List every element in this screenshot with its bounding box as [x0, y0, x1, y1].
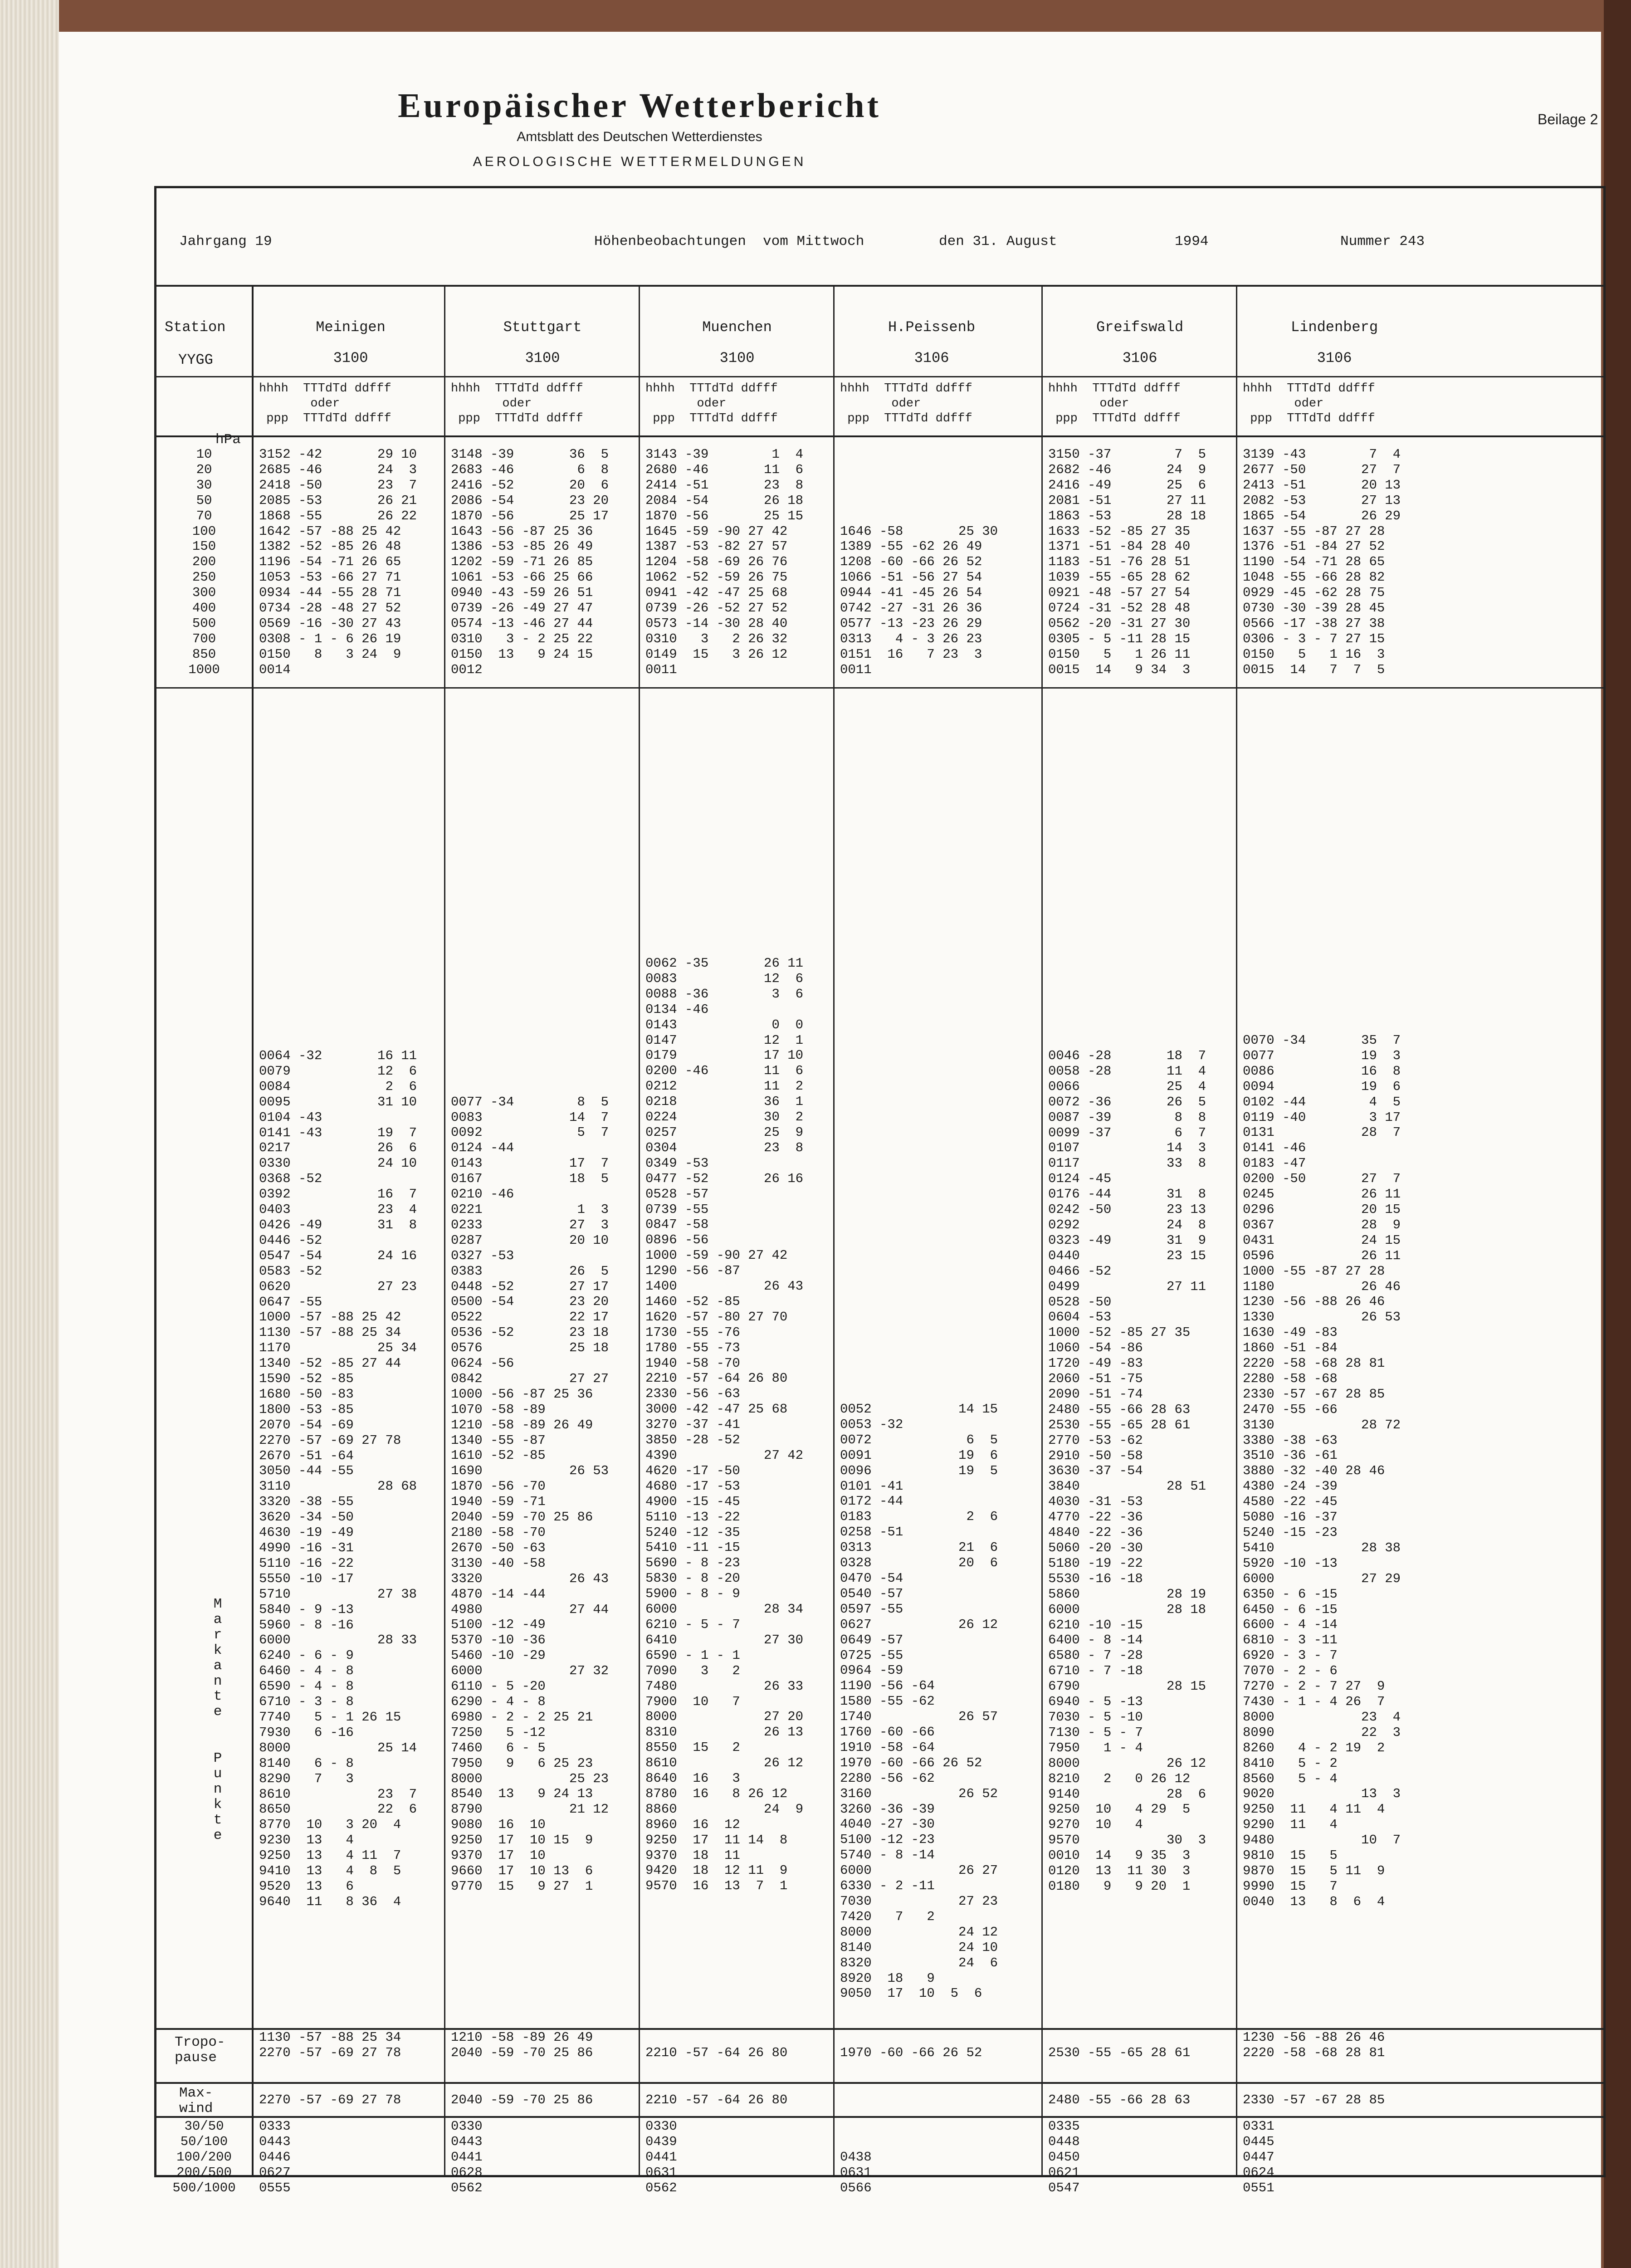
tropopause-data: 1210 -58 -89 26 49 2040 -59 -70 25 86	[451, 2030, 593, 2060]
station-name: Stuttgart	[503, 319, 582, 336]
book-cover-edge	[1604, 0, 1631, 2268]
station-yygg: 3100	[525, 350, 560, 367]
column-separator	[1236, 285, 1237, 2176]
standard-levels-divider	[156, 687, 1603, 689]
column-header-divider	[156, 435, 1603, 437]
year-label: 1994	[1175, 234, 1209, 249]
shear-data: 0330 0439 0441 0631 0562	[645, 2119, 677, 2195]
column-separator	[1041, 285, 1043, 2176]
station-yygg: 3100	[719, 350, 755, 367]
maxwind-divider	[156, 2116, 1603, 2118]
markante-label: M a r k a n t e	[213, 1596, 222, 1720]
shear-data: 0330 0443 0441 0628 0562	[451, 2119, 483, 2195]
column-header: hhhh TTTdTd ddfff oder ppp TTTdTd ddfff	[1243, 382, 1375, 425]
standard-levels-data: 3150 -37 7 5 2682 -46 24 9 2416 -49 25 6 2081 -51 27 11 1863 -53 28 18 1633 -52 -85 27 35 1371 -51 -84 28 40 1183 -51 -76 28 51 1039 -55 -65 28 62 0921 -48 -57 27 54 0724 -31 -52 28 48 0562 -20 -31 27 30 0305 - 5 -11 28 15 0150 5 1 26 11 0015 14 9 34 3	[1048, 447, 1206, 677]
shear-data: 0331 0445 0447 0624 0551	[1243, 2119, 1275, 2195]
shear-layer-labels: 30/50 50/100 100/200 200/500 500/1000	[172, 2119, 236, 2195]
station-yygg: 3106	[1317, 350, 1352, 367]
tropopause-data: 1130 -57 -88 25 34 2270 -57 -69 27 78	[259, 2030, 401, 2060]
pressure-levels: 10 20 30 50 70 100 150 200 250 300 400 500 700 850 1000	[188, 447, 220, 677]
station-name: Muenchen	[702, 319, 772, 336]
document-section-title: AEROLOGISCHE WETTERMELDUNGEN	[473, 154, 806, 169]
hpa-label: hPa	[215, 432, 241, 448]
standard-levels-data: 3143 -39 1 4 2680 -46 11 6 2414 -51 23 8 2084 -54 26 18 1870 -56 25 15 1645 -59 -90 27 42 1387 -53 -82 27 57 1204 -58 -69 26 76 1062 -52 -59 26 75 0941 -42 -47 25 68 0739 -26 -52 27 52 0573 -14 -30 28 40 0310 3 2 26 32 0149 15 3 26 12 0011	[645, 447, 804, 677]
tropopause-data: 2530 -55 -65 28 61	[1048, 2045, 1191, 2060]
station-label: Station	[165, 319, 226, 336]
station-yygg: 3106	[914, 350, 949, 367]
maxwind-data: 2480 -55 -66 28 63	[1048, 2092, 1191, 2107]
maxwind-data: 2270 -57 -69 27 78	[259, 2092, 401, 2107]
shear-data: 0335 0448 0450 0621 0547	[1048, 2119, 1080, 2195]
station-yygg: 3100	[333, 350, 368, 367]
significant-points-data: 0046 -28 18 7 0058 -28 11 4 0066 25 4 0072 -36 26 5 0087 -39 8 8 0099 -37 6 7 0107 14 3 0117 33 8 0124 -45 0176 -44 31 8 0242 -50 23 13 0292 24 8 0323 -49 31 9 0440 23 15 0466 -52 0499 27 11 0528 -50 0604 -53 1000 -52 -85 27 35 1060 -54 -86 1720 -49 -83 2060 -51 -75 2090 -51 -74 2480 -55 -66 28 63 2530 -55 -65 28 61 2770 -53 -62 2910 -50 -58 3630 -37 -54 3840 28 51 4030 -31 -53 4770 -22 -36 4840 -22 -36 5060 -20 -30 5180 -19 -22 5530 -16 -18 5860 28 19 6000 28 18 6210 -10 -15 6400 - 8 -14 6580 - 7 -28 6710 - 7 -18 6790 28 15 6940 - 5 -13 7030 - 5 -10 7130 - 5 - 7 7950 1 - 4 8000 26 12 8210 2 0 26 12 9140 28 6 9250 10 4 29 5 9270 10 4 9570 30 3 0010 14 9 35 3 0120 13 11 30 3 0180 9 9 20 1	[1048, 1048, 1206, 1894]
document-title: Europäischer Wetterbericht	[398, 87, 881, 125]
maxwind-data: 2210 -57 -64 26 80	[645, 2092, 788, 2107]
tropopause-label-2: pause	[175, 2050, 217, 2066]
yygg-label: YYGG	[178, 352, 213, 368]
maxwind-label-1: Max-	[179, 2085, 213, 2101]
data-table	[154, 186, 1606, 2195]
column-header: hhhh TTTdTd ddfff oder ppp TTTdTd ddfff	[840, 382, 972, 425]
beilage-label: Beilage 2	[1538, 111, 1598, 127]
tropopause-data: 2210 -57 -64 26 80	[645, 2045, 788, 2060]
label-column-separator	[252, 285, 254, 2176]
tropopause-label-1: Tropo-	[175, 2034, 225, 2050]
column-header: hhhh TTTdTd ddfff oder ppp TTTdTd ddfff	[645, 382, 778, 425]
maxwind-label-2: wind	[179, 2101, 213, 2116]
tropopause-data: 1230 -56 -88 26 46 2220 -58 -68 28 81	[1243, 2030, 1385, 2060]
column-separator	[444, 285, 445, 2176]
significant-points-data: 0064 -32 16 11 0079 12 6 0084 2 6 0095 31 10 0104 -43 0141 -43 19 7 0217 26 6 0330 24 10 0368 -52 0392 16 7 0403 23 4 0426 -49 31 8 0446 -52 0547 -54 24 16 0583 -52 0620 27 23 0647 -55 1000 -57 -88 25 42 1130 -57 -88 25 34 1170 25 34 1340 -52 -85 27 44 1590 -52 -85 1680 -50 -83 1800 -53 -85 2070 -54 -69 2270 -57 -69 27 78 2670 -51 -64 3050 -44 -55 3110 28 68 3320 -38 -55 3620 -34 -50 4630 -19 -49 4990 -16 -31 5110 -16 -22 5550 -10 -17 5710 27 38 5840 - 9 -13 5960 - 8 -16 6000 28 33 6240 - 6 - 9 6460 - 4 - 8 6590 - 4 - 8 6710 - 3 - 8 7740 5 - 1 26 15 7930 6 -16 8000 25 14 8140 6 - 8 8290 7 3 8610 23 7 8650 22 6 8770 10 3 20 4 9230 13 4 9250 13 4 11 7 9410 13 4 8 5 9520 13 6 9640 11 8 36 4	[259, 1048, 417, 1909]
observation-label: Höhenbeobachtungen vom Mittwoch	[594, 234, 864, 249]
document-page	[59, 32, 1601, 2268]
station-yygg: 3106	[1122, 350, 1157, 367]
standard-levels-data: 3152 -42 29 10 2685 -46 24 3 2418 -50 23 7 2085 -53 26 21 1868 -55 26 22 1642 -57 -88 25 42 1382 -52 -85 26 48 1196 -54 -71 26 65 1053 -53 -66 27 71 0934 -44 -55 28 71 0734 -28 -48 27 52 0569 -16 -30 27 43 0308 - 1 - 6 26 19 0150 8 3 24 9 0014	[259, 447, 417, 677]
nummer-label: Nummer 243	[1340, 234, 1425, 249]
tropopause-data: 1970 -60 -66 26 52	[840, 2045, 982, 2060]
jahrgang-label: Jahrgang 19	[179, 234, 272, 249]
station-name: Meinigen	[316, 319, 386, 336]
significant-points-data: 0062 -35 26 11 0083 12 6 0088 -36 3 6 0134 -46 0143 0 0 0147 12 1 0179 17 10 0200 -46 11 6 0212 11 2 0218 36 1 0224 30 2 0257 25 9 0304 23 8 0349 -53 0477 -52 26 16 0528 -57 0739 -55 0847 -58 0896 -56 1000 -59 -90 27 42 1290 -56 -87 1400 26 43 1460 -52 -85 1620 -57 -80 27 70 1730 -55 -76 1780 -55 -73 1940 -58 -70 2210 -57 -64 26 80 2330 -56 -63 3000 -42 -47 25 68 3270 -37 -41 3850 -28 -52 4390 27 42 4620 -17 -50 4680 -17 -53 4900 -15 -45 5110 -13 -22 5240 -12 -35 5410 -11 -15 5690 - 8 -23 5830 - 8 -20 5900 - 8 - 9 6000 28 34 6210 - 5 - 7 6410 27 30 6590 - 1 - 1 7090 3 2 7480 26 33 7900 10 7 8000 27 20 8310 26 13 8550 15 2 8610 26 12 8640 16 3 8780 16 8 26 12 8860 24 9 8960 16 12 9250 17 11 14 8 9370 18 11 9420 18 12 11 9 9570 16 13 7 1	[645, 956, 804, 1894]
maxwind-data: 2330 -57 -67 28 85	[1243, 2092, 1385, 2107]
book-page-edges	[0, 0, 59, 2268]
shear-data: 0438 0631 0566	[840, 2149, 872, 2195]
column-separator	[833, 285, 835, 2176]
significant-points-data: 0052 14 15 0053 -32 0072 6 5 0091 19 6 0096 19 5 0101 -41 0172 -44 0183 2 6 0258 -51 0313 21 6 0328 20 6 0470 -54 0540 -57 0597 -55 0627 26 12 0649 -57 0725 -55 0964 -59 1190 -56 -64 1580 -55 -62 1740 26 57 1760 -60 -66 1910 -58 -64 1970 -60 -66 26 52 2280 -56 -62 3160 26 52 3260 -36 -39 4040 -27 -30 5100 -12 -23 5740 - 8 -14 6000 26 27 6330 - 2 -11 7030 27 23 7420 7 2 8000 24 12 8140 24 10 8320 24 6 8920 18 9 9050 17 10 5 6	[840, 1402, 998, 2001]
station-name: Greifswald	[1096, 319, 1184, 336]
document-subtitle: Amtsblatt des Deutschen Wetterdienstes	[517, 129, 762, 144]
maxwind-data: 2040 -59 -70 25 86	[451, 2092, 593, 2107]
standard-levels-data: 3148 -39 36 5 2683 -46 6 8 2416 -52 20 6 2086 -54 23 20 1870 -56 25 17 1643 -56 -87 25 36 1386 -53 -85 26 49 1202 -59 -71 26 85 1061 -53 -66 25 66 0940 -43 -59 26 51 0739 -26 -49 27 47 0574 -13 -46 27 44 0310 3 - 2 25 22 0150 13 9 24 15 0012	[451, 447, 609, 677]
header-divider	[156, 285, 1603, 287]
station-name: Lindenberg	[1290, 319, 1378, 336]
date-label: den 31. August	[939, 234, 1057, 249]
column-separator	[639, 285, 640, 2176]
punkte-label: P u n k t e	[213, 1750, 222, 1843]
shear-data: 0333 0443 0446 0627 0555	[259, 2119, 291, 2195]
significant-points-data: 0070 -34 35 7 0077 19 3 0086 16 8 0094 19 6 0102 -44 4 5 0119 -40 3 17 0131 28 7 0141 -46 0183 -47 0200 -50 27 7 0245 26 11 0296 20 15 0367 28 9 0431 24 15 0596 26 11 1000 -55 -87 27 28 1180 26 46 1230 -56 -88 26 46 1330 26 53 1630 -49 -83 1860 -51 -84 2220 -58 -68 28 81 2280 -58 -68 2330 -57 -67 28 85 2470 -55 -66 3130 28 72 3380 -38 -63 3510 -36 -61 3880 -32 -40 28 46 4380 -24 -39 4580 -22 -45 5080 -16 -37 5240 -15 -23 5410 28 38 5920 -10 -13 6000 27 29 6350 - 6 -15 6450 - 6 -15 6600 - 4 -14 6810 - 3 -11 6920 - 3 - 7 7070 - 2 - 6 7270 - 2 - 7 27 9 7430 - 1 - 4 26 7 8000 23 4 8090 22 3 8260 4 - 2 19 2 8410 5 - 2 8560 5 - 4 9020 13 3 9250 11 4 11 4 9290 11 4 9480 10 7 9810 15 5 9870 15 5 11 9 9990 15 7 0040 13 8 6 4	[1243, 1033, 1401, 1909]
standard-levels-data: 1646 -58 25 30 1389 -55 -62 26 49 1208 -60 -66 26 52 1066 -51 -56 27 54 0944 -41 -45 26 54 0742 -27 -31 26 36 0577 -13 -23 26 29 0313 4 - 3 26 23 0151 16 7 23 3 0011	[840, 523, 998, 677]
column-header: hhhh TTTdTd ddfff oder ppp TTTdTd ddfff	[259, 382, 391, 425]
station-divider	[156, 376, 1603, 377]
significant-points-data: 0077 -34 8 5 0083 14 7 0092 5 7 0124 -44 0143 17 7 0167 18 5 0210 -46 0221 1 3 0233 27 3 0287 20 10 0327 -53 0383 26 5 0448 -52 27 17 0500 -54 23 20 0522 22 17 0536 -52 23 18 0576 25 18 0624 -56 0842 27 27 1000 -56 -87 25 36 1070 -58 -89 1210 -58 -89 26 49 1340 -55 -87 1610 -52 -85 1690 26 53 1870 -56 -70 1940 -59 -71 2040 -59 -70 25 86 2180 -58 -70 2670 -50 -63 3130 -40 -58 3320 26 43 4870 -14 -44 4980 27 44 5100 -12 -49 5370 -10 -36 5460 -10 -29 6000 27 32 6110 - 5 -20 6290 - 4 - 8 6980 - 2 - 2 25 21 7250 5 -12 7460 6 - 5 7950 9 6 25 23 8000 25 23 8540 13 9 24 13 8790 21 12 9080 16 10 9250 17 10 15 9 9370 17 10 9660 17 10 13 6 9770 15 9 27 1	[451, 1094, 609, 1894]
column-header: hhhh TTTdTd ddfff oder ppp TTTdTd ddfff	[451, 382, 583, 425]
station-name: H.Peissenb	[888, 319, 976, 336]
tropopause-divider	[156, 2082, 1603, 2084]
standard-levels-data: 3139 -43 7 4 2677 -50 27 7 2413 -51 20 13 2082 -53 27 13 1865 -54 26 29 1637 -55 -87 27 28 1376 -51 -84 27 52 1190 -54 -71 28 65 1048 -55 -66 28 82 0929 -45 -62 28 75 0730 -30 -39 28 45 0566 -17 -38 27 38 0306 - 3 - 7 27 15 0150 5 1 16 3 0015 14 7 7 5	[1243, 447, 1401, 677]
column-header: hhhh TTTdTd ddfff oder ppp TTTdTd ddfff	[1048, 382, 1181, 425]
